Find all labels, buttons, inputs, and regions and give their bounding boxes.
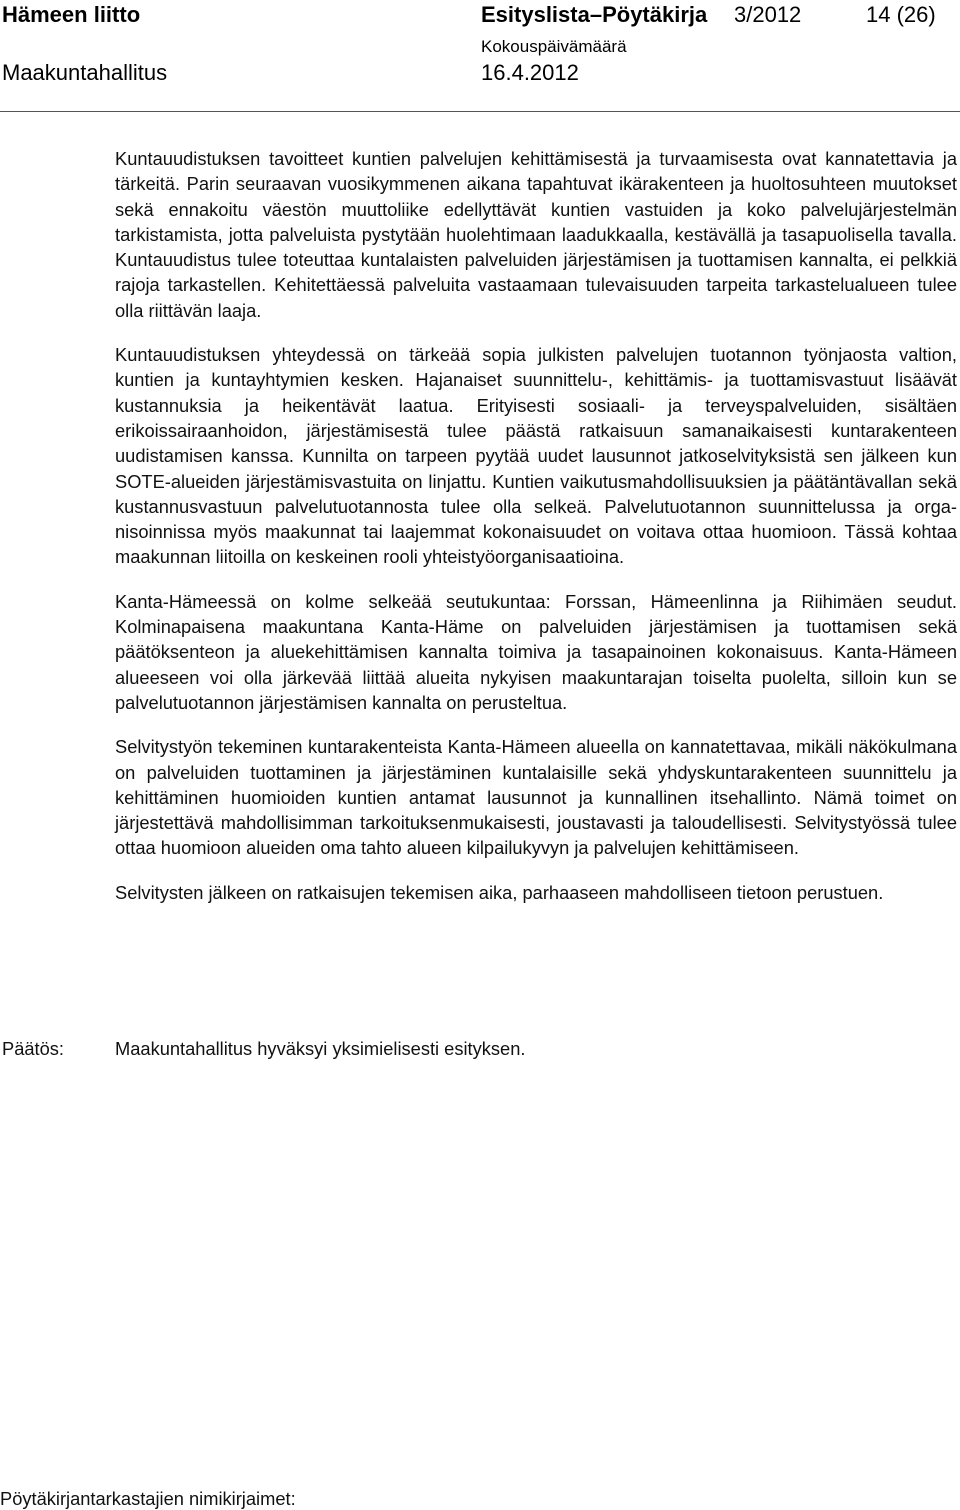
document-number: 3/2012 (734, 2, 802, 27)
meeting-date-label: Kokouspäivämäärä (481, 37, 627, 56)
header-divider (0, 111, 960, 112)
paragraph: Kanta-Hämeessä on kolme selkeää seutukuntaa: Forssan, Hämeenlinna ja Riihimäen seudut. Kolminapaisena maakuntana Kanta-Häme on palveluiden järjestämisen ja tuottamisen sekä päätöksenteon ja aluekehittämisen kannalta toimiva ja tasapainoinen kokonaisuus. Kanta-Hämeen alueeseen voi olla järkevää liittää alueita nykyisen maakuntarajan toiselta puolelta, silloin kun se palvelutuotannon järjestämisen kannalta on perusteltua. (115, 590, 957, 713)
governing-body: Maakuntahallitus (2, 60, 168, 85)
paragraph: Kuntauudistuksen yhteydessä on tärkeää sopia julkisten palvelujen tuotannon työnjaosta valtion, kuntien ja kuntayhtymien kesken. Hajanaiset suunnittelu-, kehittämis- ja tuottamisvastuut lisäävät kustannuksia ja heikentävät laatua. Erityisesti sosiaali- ja terveyspalveluiden, sisältäen erikoissairaanhoidon, järjestämisestä tulee päästä ratkaisuun samanaikaisesti kuntarakenteen uudistamisen kanssa. Kunnilta on tarpeen pyytää uudet lausunnot jatkoselvityksistä sen jälkeen kun SOTE-alueiden järjestämisvastuita on linjattu. Kuntien vaikutusmahdollisuuksien ja päätäntävallan sekä kustannusvastuun palvelutuotannosta tulee olla selkeä. Palvelutuotannon suunnittelussa ja organisoinnissa myös maakunnat tai laajemmat kokonaisuudet on voitava ottaa huomioon. Tässä kohtaa maakunnan liitoilla on keskeinen rooli yhteistyöorganisaatioina. (115, 344, 957, 568)
paragraph: Selvitysten jälkeen on ratkaisujen tekemisen aika, parhaaseen mahdolliseen tietoon perustuen. (115, 881, 884, 903)
organization-name: Hämeen liitto (2, 2, 141, 27)
document-body (115, 146, 957, 924)
document-type: Esityslista–Pöytäkirja (481, 2, 708, 27)
decision-label: Päätös: (2, 1038, 64, 1059)
meeting-date: 16.4.2012 (481, 60, 579, 85)
signature-label: Pöytäkirjantarkastajien nimikirjaimet: (0, 1488, 296, 1509)
paragraph: Selvitystyön tekeminen kuntarakenteista Kanta-Hämeen alueella on kannatettavaa, mikäli näkökulmana on palveluiden tuottaminen ja järjestäminen kuntalaisille sekä yhdyskuntarakenteen suunnittelu ja kehittäminen huomioiden kuntien antamat lausunnot ja kunnallinen itsehallinto. Nämä toimet on järjestettävä mahdollisimman tarkoituksenmukaisesti, joustavasti ja taloudellisesti. Selvitystyössä tulee ottaa huomioon alueiden oma tahto alueen kilpailukyvyn ja palvelujen kehittämiseen. (115, 736, 957, 859)
decision-text: Maakuntahallitus hyväksyi yksimielisesti esityksen. (115, 1038, 526, 1059)
paragraph: Kuntauudistuksen tavoitteet kuntien palvelujen kehittämisestä ja turvaamisesta ovat kannatettavia ja tärkeitä. Parin seuraavan vuosikymmenen aikana tapahtuvat ikärakenteen ja huoltosuhteen muutokset sekä ennakoitu väestön muuttoliike edellyttävät kuntien vastuiden ja koko palvelujärjestelmän tarkistamista, jotta palveluista pystytään huolehtimaan laadukkaalla, kestävällä ja tasapuolisella tavalla. Kuntauudistus tulee toteuttaa kuntalaisten palveluiden järjestämisen ja tuottamisen kannalta, ei pelkkiä rajoja tarkastellen. Kehitettäessä palveluita vastaamaan tulevaisuuden tarpeita tarkastelualueen tulee olla riittävän laaja. (115, 148, 957, 321)
page-number: 14 (26) (866, 2, 936, 27)
